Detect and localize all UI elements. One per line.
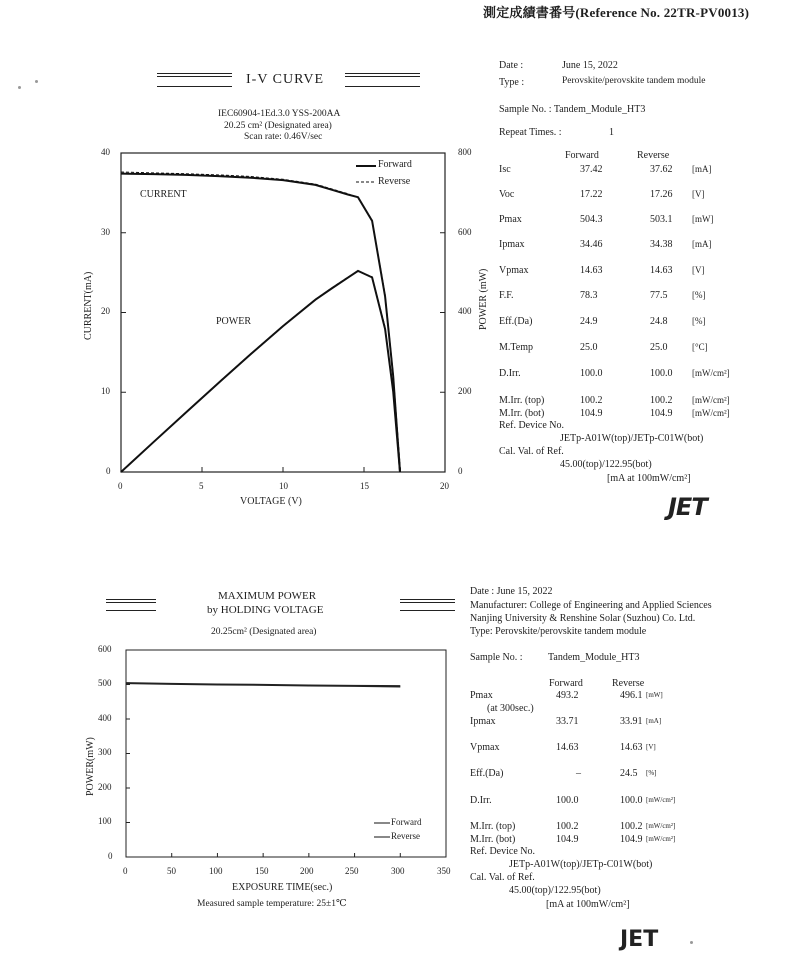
iv-xlabel: VOLTAGE (V) [240,496,302,507]
mp-subtitle: 20.25cm² (Designated area) [211,627,317,637]
mp-ytick: 0 [108,851,113,861]
scan-speck [35,80,38,83]
info2-date: Date : June 15, 2022 [470,586,553,597]
iv-xtick: 0 [118,481,123,491]
iv-series-current-reverse [121,172,401,472]
info1-row-forward: 34.46 [580,239,603,250]
iv-xtick: 5 [199,481,204,491]
info2-row-name: Pmax [470,690,493,701]
iv-legend-reverse: Reverse [378,176,411,187]
info1-row-reverse: 34.38 [650,239,673,250]
info2-row-reverse: 33.91 [620,716,643,727]
info1-row-unit: [mW/cm²] [692,368,730,378]
info1-ref-device: JETp-A01W(top)/JETp-C01W(bot) [560,433,704,444]
info2-row-forward: 104.9 [556,834,579,845]
info2-cal-label: Cal. Val. of Ref. [470,872,535,883]
info2-type: Type: Perovskite/perovskite tandem module [470,626,647,637]
title-rule-right [345,73,420,77]
info1-row-unit: [V] [692,265,705,275]
scan-speck [18,86,21,89]
info1-row-name: D.Irr. [499,368,521,379]
mp-xtick: 200 [300,866,314,876]
info2-row-reverse: 24.5 [620,768,638,779]
info2-row-name: Eff.(Da) [470,768,504,779]
mp-rule-left [106,599,156,603]
iv-y2tick: 800 [458,147,472,157]
info2-row-unit: [%] [646,769,657,777]
info2-row-name: Ipmax [470,716,496,727]
info1-row-name: F.F. [499,290,514,301]
info1-row-reverse: 100.0 [650,368,673,379]
info1-row-forward: 104.9 [580,408,603,419]
mp-ytick: 200 [98,782,112,792]
mp-xtick: 0 [123,866,128,876]
info1-cal-label: Cal. Val. of Ref. [499,446,564,457]
iv-chart-title: I-V CURVE [246,72,325,87]
reference-number: 測定成績書番号(Reference No. 22TR-PV0013) [483,5,750,20]
jet-logo: JET [668,493,707,521]
mp-rule-right-2 [400,610,455,611]
info1-date: June 15, 2022 [562,60,618,71]
mp-series-forward [126,684,400,687]
info1-row-name: Eff.(Da) [499,316,533,327]
iv-plot-frame [121,153,445,472]
info2-row-unit: [mW/cm²] [646,835,676,843]
info2-row-forward: 100.2 [556,821,579,832]
info1-row-forward: 24.9 [580,316,598,327]
info1-row-unit: [V] [692,189,705,199]
info2-sample: Tandem_Module_HT3 [548,652,640,663]
iv-ytick: 40 [101,147,110,157]
info2-row-name: M.Irr. (top) [470,821,516,832]
mp-ytick: 500 [98,678,112,688]
info1-sample: Sample No. : Tandem_Module_HT3 [499,104,646,115]
title-rule-right-2 [345,86,420,87]
info1-row-unit: [mW/cm²] [692,395,730,405]
iv-y2tick: 600 [458,227,472,237]
info2-cal: 45.00(top)/122.95(bot) [509,885,601,896]
info1-row-name: Ipmax [499,239,525,250]
iv-ytick: 0 [106,466,111,476]
info2-sample-label: Sample No. : [470,652,523,663]
info1-row-reverse: 24.8 [650,316,668,327]
mp-ytick: 600 [98,644,112,654]
mp-ytick: 400 [98,713,112,723]
info1-row-unit: [mA] [692,239,712,249]
info1-row-name: M.Temp [499,342,534,353]
info2-col-forward: Forward [549,678,583,689]
info1-row-forward: 14.63 [580,265,603,276]
info2-row-reverse: 100.2 [620,821,643,832]
info1-row-reverse: 17.26 [650,189,673,200]
info2-ref-device-label: Ref. Device No. [470,846,535,857]
info2-row-forward: 100.0 [556,795,579,806]
iv-subtitle-3: Scan rate: 0.46V/sec [244,132,323,142]
mp-xlabel: EXPOSURE TIME(sec.) [232,882,333,893]
info1-row-name: Vpmax [499,265,529,276]
info1-row-unit: [%] [692,290,706,300]
info2-row-unit: [V] [646,743,656,751]
iv-subtitle-2: 20.25 cm² (Designated area) [224,121,332,131]
info1-type-label: Type : [499,77,525,88]
info1-row-unit: [°C] [692,342,708,352]
info1-row-forward: 17.22 [580,189,603,200]
iv-y2tick: 200 [458,386,472,396]
info1-row-reverse: 37.62 [650,164,673,175]
mp-rule-left-2 [106,610,156,611]
iv-xtick: 10 [279,481,288,491]
info1-row-unit: [mW] [692,214,714,224]
info1-row-forward: 78.3 [580,290,598,301]
mp-title-2: by HOLDING VOLTAGE [207,604,324,616]
info1-row-forward: 25.0 [580,342,598,353]
info1-row-reverse: 25.0 [650,342,668,353]
iv-ytick: 10 [101,386,110,396]
info1-date-label: Date : [499,60,524,71]
info2-pmax-note: (at 300sec.) [487,703,534,714]
info1-row-name: Isc [499,164,511,175]
info2-row-reverse: 100.0 [620,795,643,806]
iv-series-power-reverse [121,271,401,472]
info1-row-reverse: 14.63 [650,265,673,276]
title-rule-left [157,73,232,77]
info2-manufacturer-2: Nanjing University & Renshine Solar (Suzhou) Co. Ltd. [470,613,696,624]
info1-row-forward: 100.2 [580,395,603,406]
info2-row-forward: 33.71 [556,716,579,727]
info1-cal: 45.00(top)/122.95(bot) [560,459,652,470]
info2-row-forward: 493.2 [556,690,579,701]
info1-row-reverse: 100.2 [650,395,673,406]
info1-col-forward: Forward [565,150,599,161]
mp-title-1: MAXIMUM POWER [218,590,317,602]
mp-legend-reverse: Reverse [391,831,420,841]
info1-cal-unit: [mA at 100mW/cm²] [607,473,691,484]
info1-col-reverse: Reverse [637,150,670,161]
info1-row-reverse: 77.5 [650,290,668,301]
info2-ref-device: JETp-A01W(top)/JETp-C01W(bot) [509,859,653,870]
info2-row-unit: [mW/cm²] [646,796,676,804]
info1-row-forward: 37.42 [580,164,603,175]
mp-xtick: 100 [209,866,223,876]
info2-row-unit: [mA] [646,717,662,725]
iv-series-power-forward [121,271,400,472]
mp-series-reverse [126,683,400,686]
mp-xtick: 250 [345,866,359,876]
info1-row-name: Voc [499,189,515,200]
title-rule-left-2 [157,86,232,87]
mp-rule-right [400,599,455,603]
mp-ytick: 300 [98,747,112,757]
info2-cal-unit: [mA at 100mW/cm²] [546,899,630,910]
info2-col-reverse: Reverse [612,678,645,689]
info2-row-unit: [mW/cm²] [646,822,676,830]
iv-current-label: CURRENT [140,189,187,200]
iv-legend-forward: Forward [378,159,412,170]
mp-ytick: 100 [98,816,112,826]
mp-xtick: 50 [167,866,176,876]
info1-row-name: M.Irr. (bot) [499,408,545,419]
iv-subtitle-1: IEC60904-1Ed.3.0 YSS-200AA [218,109,341,119]
info1-type: Perovskite/perovskite tandem module [562,76,706,86]
info2-manufacturer: Manufacturer: College of Engineering and Applied Sciences [470,600,712,611]
iv-xtick: 15 [360,481,369,491]
info1-row-unit: [%] [692,316,706,326]
mp-ylabel: POWER(mW) [85,737,96,796]
mp-legend-forward: Forward [391,817,422,827]
info2-row-forward: – [576,768,581,779]
info1-row-name: M.Irr. (top) [499,395,545,406]
info2-row-unit: [mW] [646,691,663,699]
iv-xtick: 20 [440,481,449,491]
info2-row-reverse: 104.9 [620,834,643,845]
iv-power-label: POWER [216,316,251,327]
mp-xtick: 150 [255,866,269,876]
info1-repeat: 1 [609,127,614,138]
info1-ref-device-label: Ref. Device No. [499,420,564,431]
iv-ylabel: CURRENT(mA) [83,271,94,340]
mp-note: Measured sample temperature: 25±1℃ [197,899,347,909]
scan-speck [690,941,693,944]
info1-row-forward: 100.0 [580,368,603,379]
info2-row-name: D.Irr. [470,795,492,806]
info1-row-reverse: 104.9 [650,408,673,419]
info1-row-reverse: 503.1 [650,214,673,225]
info1-row-unit: [mW/cm²] [692,408,730,418]
info1-row-unit: [mA] [692,164,712,174]
iv-y2tick: 400 [458,306,472,316]
jet-logo-2: JET [620,927,659,952]
info2-row-forward: 14.63 [556,742,579,753]
info2-row-reverse: 496.1 [620,690,643,701]
info1-row-forward: 504.3 [580,214,603,225]
info1-row-name: Pmax [499,214,522,225]
iv-ytick: 20 [101,306,110,316]
info2-row-name: Vpmax [470,742,500,753]
info1-repeat-label: Repeat Times. : [499,127,562,138]
mp-xtick: 300 [391,866,405,876]
iv-ytick: 30 [101,227,110,237]
iv-y2tick: 0 [458,466,463,476]
iv-series-current-forward [121,174,400,472]
mp-xtick: 350 [437,866,451,876]
info2-row-name: M.Irr. (bot) [470,834,516,845]
info2-row-reverse: 14.63 [620,742,643,753]
iv-y2label: POWER (mW) [478,268,489,330]
